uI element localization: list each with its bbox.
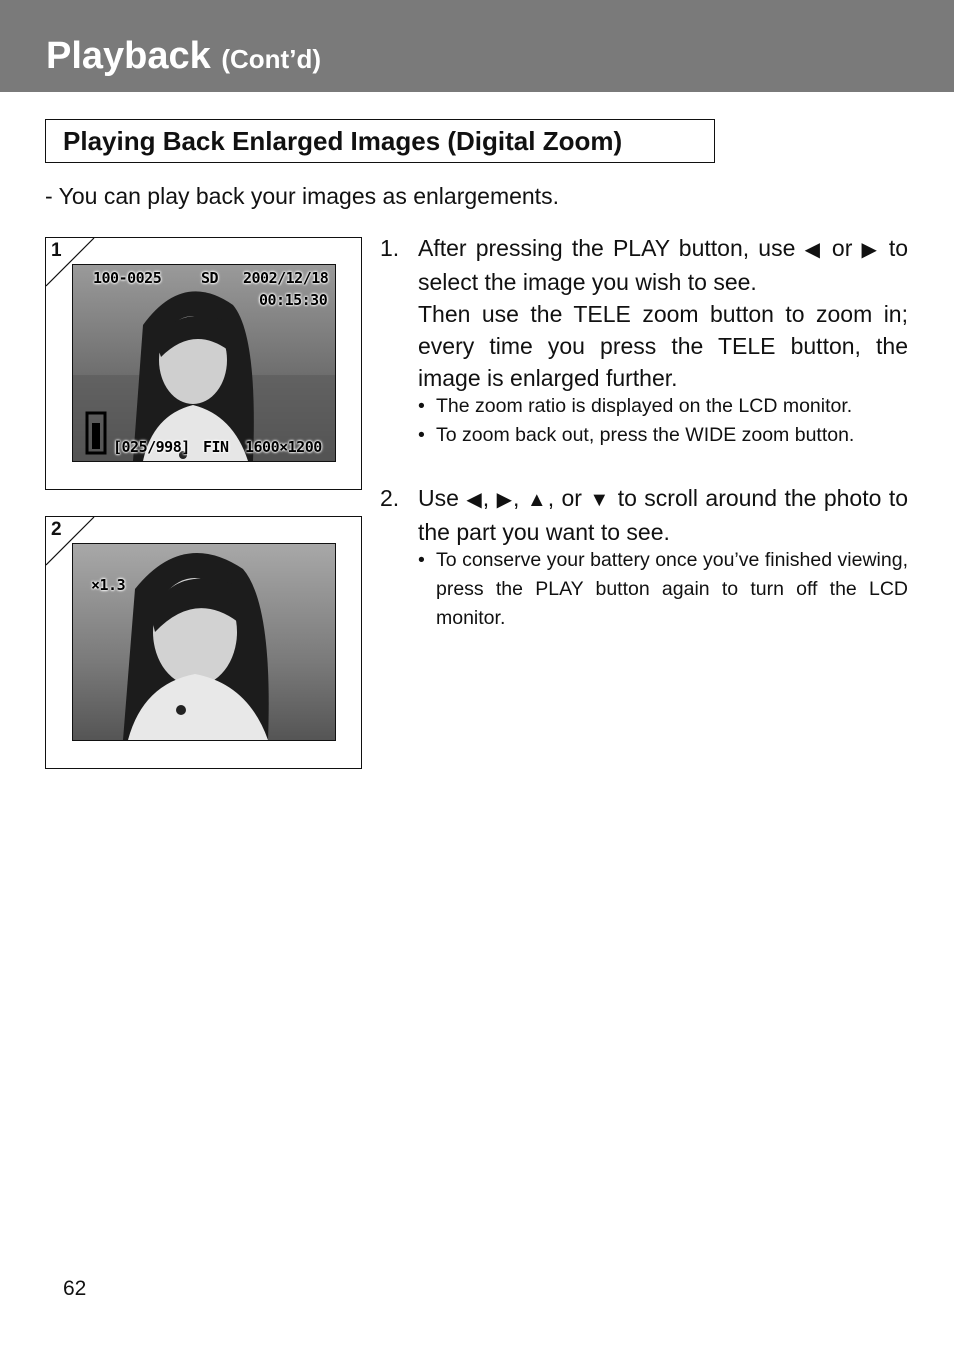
step-text-part: After pressing the PLAY button, use <box>418 235 796 261</box>
lcd-screen-playback <box>72 264 336 462</box>
right-arrow-icon: ▶ <box>861 239 880 261</box>
page-title-main: Playback <box>46 35 211 77</box>
step-text-part: to select the image you wish to see. <box>418 235 909 295</box>
step-text-part: or <box>831 235 853 261</box>
page-title-suffix: (Cont’d) <box>221 44 321 74</box>
section-title: Playing Back Enlarged Images (Digital Zoom) <box>63 126 623 156</box>
intro-text: - You can play back your images as enlargements. <box>45 183 559 209</box>
lcd-screen-zoomed <box>72 543 336 741</box>
bullet-dot-icon: • <box>418 395 425 417</box>
osd-quality: FIN <box>203 438 229 456</box>
bullet-text: To zoom back out, press the WIDE zoom button. <box>436 424 855 446</box>
step-text: Use ◀, ▶, ▲, or ▼ to scroll around the photo to the part you want to see. <box>418 485 909 545</box>
bullet-dot-icon: • <box>418 549 425 571</box>
bullet-list <box>418 546 908 633</box>
bullet-item <box>418 392 908 421</box>
osd-zoom-ratio: ×1.3 <box>91 576 126 594</box>
bullet-list <box>418 392 908 450</box>
bullet-text: To conserve your battery once you’ve finished viewing, press the PLAY button again to turn off the LCD monitor. <box>436 549 908 629</box>
down-arrow-icon: ▼ <box>589 489 611 511</box>
osd-date: 2002/12/18 <box>243 269 329 287</box>
osd-image-size: 1600×1200 <box>245 438 322 456</box>
step-text-part: to scroll around the photo to the part you want to see. <box>418 485 909 545</box>
osd-frame-counter: [025/998] <box>113 438 190 456</box>
step-text-part: Use <box>418 485 459 511</box>
osd-time: 00:15:30 <box>259 291 328 309</box>
right-arrow-icon: ▶ <box>496 489 514 511</box>
left-arrow-icon: ◀ <box>466 489 483 511</box>
figure-1 <box>45 237 362 490</box>
left-arrow-icon: ◀ <box>804 239 823 261</box>
up-arrow-icon: ▲ <box>526 489 548 511</box>
figure-number: 2 <box>51 519 62 540</box>
step-number: 1. <box>380 235 400 261</box>
figure-2 <box>45 516 362 769</box>
bullet-dot-icon: • <box>418 424 425 446</box>
bullet-item <box>418 421 908 450</box>
portrait-photo-zoomed <box>73 544 335 740</box>
step-number: 2. <box>380 485 400 511</box>
step-text-part: Then use the TELE zoom button to zoom in; every time you press the TELE button, the image is enlarged further. <box>418 301 908 391</box>
step-text <box>418 232 908 394</box>
osd-file-number: 100-0025 <box>93 269 162 287</box>
page-number: 62 <box>63 1277 87 1300</box>
osd-card-type: SD <box>201 269 219 287</box>
header-bar <box>0 0 954 92</box>
page-title <box>46 34 321 81</box>
section-heading-box <box>45 119 715 163</box>
bullet-text: The zoom ratio is displayed on the LCD monitor. <box>436 395 853 417</box>
bullet-item <box>418 546 908 633</box>
figure-number: 1 <box>51 240 62 261</box>
step-text-part: or <box>561 485 582 511</box>
